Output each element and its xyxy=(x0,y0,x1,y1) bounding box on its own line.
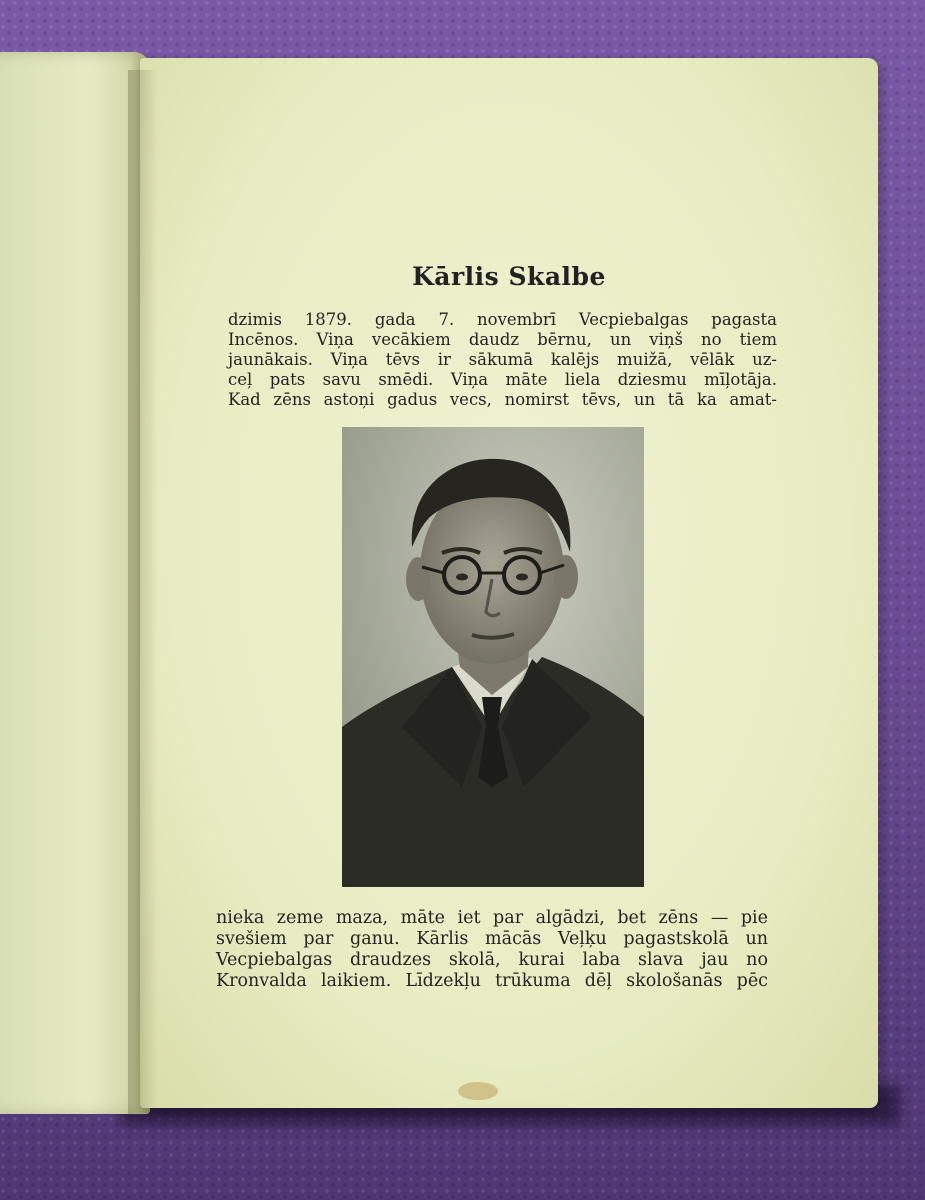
page-title: Kārlis Skalbe xyxy=(412,262,606,291)
portrait-illustration xyxy=(342,427,644,887)
text-line: nieka zeme maza, māte iet par algādzi, bet zēns — pie xyxy=(216,908,768,928)
intro-paragraph xyxy=(228,310,777,410)
text-line: Kad zēns astoņi gadus vecs, nomirst tēvs, un tā ka amat- xyxy=(228,390,777,409)
text-line: Kronvalda laikiem. Līdzekļu trūkuma dēļ skološanās pēc xyxy=(216,971,768,991)
book-gutter xyxy=(128,70,158,1115)
continuation-paragraph xyxy=(216,908,768,992)
text-line: dzimis 1879. gada 7. novembrī Vecpiebalgas pagasta xyxy=(228,310,777,329)
portrait-photo xyxy=(342,427,644,887)
paper-stain xyxy=(458,1082,498,1100)
text-line: jaunākais. Viņa tēvs ir sākumā kalējs muižā, vēlāk uz- xyxy=(228,350,777,369)
text-line: ceļ pats savu smēdi. Viņa māte liela dziesmu mīļotāja. xyxy=(228,370,777,389)
text-line: Vecpiebalgas draudzes skolā, kurai laba slava jau no xyxy=(216,950,768,970)
text-line: svešiem par ganu. Kārlis mācās Veļķu pagastskolā un xyxy=(216,929,768,949)
text-line: Incēnos. Viņa vecākiem daudz bērnu, un viņš no tiem xyxy=(228,330,777,349)
